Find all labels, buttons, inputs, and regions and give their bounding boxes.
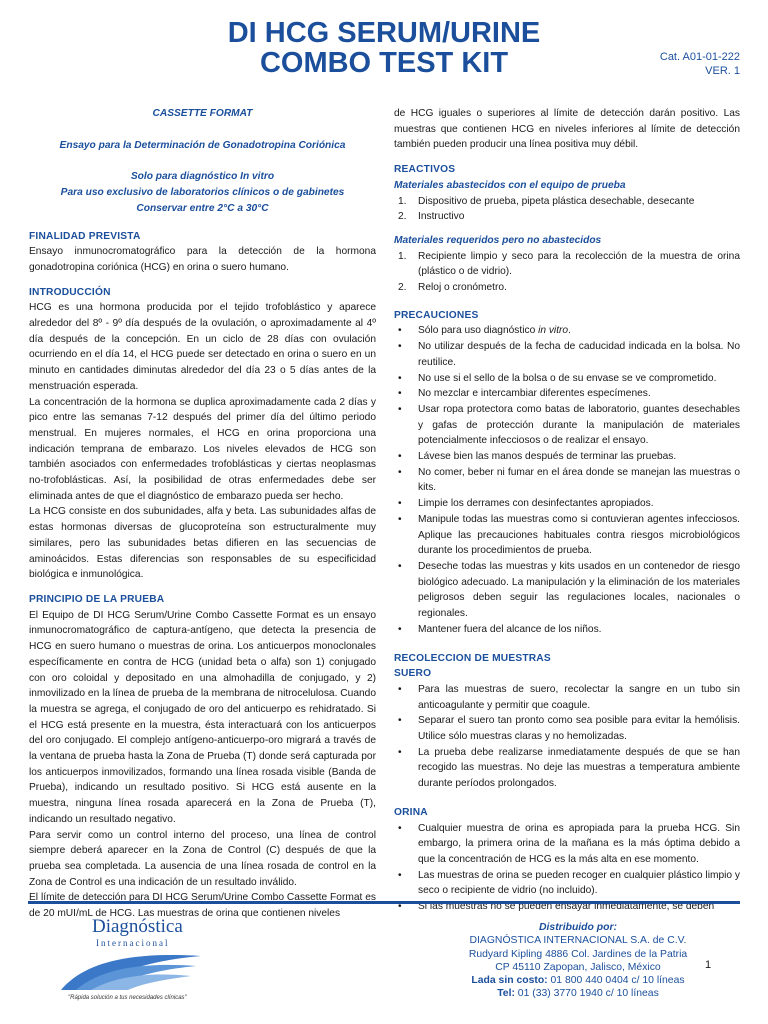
assay-description: Ensayo para la Determinación de Gonadotropina Coriónica [59, 139, 346, 151]
address-line-1: Rudyard Kipling 4886 Col. Jardines de la Patria [468, 948, 688, 960]
orina-heading: ORINA [394, 806, 428, 818]
company-name: DIAGNÓSTICA INTERNACIONAL S.A. de C.V. [469, 935, 687, 947]
cassette-format: CASSETTE FORMAT [152, 108, 253, 119]
list-item: • Limpie los derrames con desinfectantes apropiados. [398, 498, 654, 510]
title-line-1: DI HCG SERUM/URINE [227, 17, 541, 49]
left-column [29, 106, 376, 922]
precauciones-list [394, 323, 740, 637]
materiales-abastecidos-list [394, 194, 740, 225]
list-item: • Sólo para uso diagnóstico in vitro. [398, 325, 571, 337]
lada-line: Lada sin costo: 01 800 440 0404 c/ 10 líneas [471, 975, 685, 987]
principio-p3: El límite de detección para DI HCG Serum/Urine Combo Cassette Format es de 20 mUI/mL de HCG. Las muestras de orina que contienen niveles [29, 892, 376, 920]
list-item: 2. Reloj o cronómetro. [398, 282, 507, 294]
logo-slogan: "Rápida solución a tus necesidades clínicas" [68, 995, 187, 1001]
introduccion-p2: La concentración de la hormona se duplica aproximadamente cada 2 días y pico entre las semanas 7-12 después del primer día del último periodo menstrual. En mujeres normales, el HCG en orina proporciona una indicación temprana de embarazo. Los niveles elevados de HCG son también asociados con enfermedades trofoblásticas y ciertas neoplasmas no-trofoblásticas. Así, la posibilidad de otras enfermedades debe ser eliminada antes de que el diagnóstico de embarazo pueda ser hecho. [29, 396, 376, 502]
list-item: 1. Recipiente limpio y seco para la recolección de la muestra de orina (plástico o de vidrio). [398, 250, 740, 278]
list-item: • Lávese bien las manos después de terminar las pruebas. [398, 451, 677, 463]
list-item: • Si las muestras no se pueden ensayar inmediatamente, se deben [398, 901, 715, 913]
list-item: • No use si el sello de la bolsa o de su envase se ve comprometido. [398, 372, 717, 384]
introduccion-p3: La HCG consiste en dos subunidades, alfa y beta. Las subunidades alfas de estas hormonas diversas de glucoproteína son estructuralmente muy similares, pero las subunidades betas difieren en las secuencias de aminoácidos. Estas diferencias son responsables de su especificidad biológica e inmunológica. [29, 506, 376, 581]
list-item: • No utilizar después de la fecha de caducidad indicada en la bolsa. No reutilice. [398, 341, 740, 368]
reactivos-heading: REACTIVOS [394, 164, 456, 176]
list-item: • No comer, beber ni fumar en el área donde se manejan las muestras o kits. [398, 466, 740, 494]
list-item: • Manipule todas las muestras como si contuvieran agentes infecciosos. Aplique las precauciones habituales contra riesgos microbiológicos durante los procedimientos de prueba. [398, 513, 740, 557]
list-item: • No mezclar e intercambiar diferentes especímenes. [398, 388, 651, 400]
introduccion-p1: HCG es una hormona producida por el tejido trofoblástico y aparece alrededor del 8º - 9º día después de la ovulación, o aproximadamente al 4º día después de la concepción. En un ciclo de 28 días con ovulación ocurriendo en el día 14, el HCG puede ser detectado en orina o suero en un minuto en cantidades diminutas alrededor del día 23 o 5 días antes de la menstruación esperada. [29, 302, 376, 392]
company-logo [48, 914, 218, 1014]
tel-line: Tel: 01 (33) 3770 1940 c/ 10 líneas [497, 988, 659, 1000]
title-line-2: COMBO TEST KIT [259, 47, 509, 79]
distributor-info [428, 921, 728, 1001]
materiales-abastecidos-heading: Materiales abastecidos con el equipo de prueba [394, 179, 626, 191]
intro-line-1: Solo para diagnóstico In vitro [130, 171, 275, 183]
materiales-requeridos-heading: Materiales requeridos pero no abastecidos [394, 234, 602, 246]
right-column [394, 106, 740, 915]
address-line-2: CP 45110 Zapopan, Jalisco, México [495, 961, 661, 973]
list-item: • Separar el suero tan pronto como sea posible para evitar la hemólisis. Utilice sólo muestras claras y no hemolizadas. [398, 715, 740, 743]
suero-list [394, 682, 740, 792]
footer-divider [28, 901, 740, 904]
principio-heading: PRINCIPIO DE LA PRUEBA [29, 593, 165, 605]
list-item: 2. Instructivo [398, 211, 465, 223]
finalidad-text: Ensayo inmunocromatográfico para la detección de la hormona gonadotropina coriónica (HCG) en orina o suero humano. [29, 246, 376, 273]
list-item: 1. Dispositivo de prueba, pipeta plástica desechable, desecante [398, 195, 695, 207]
list-item: • Deseche todas las muestras y kits usados en un contenedor de riesgo biológico adecuado. La manipulación y la eliminación de los materiales peligrosos deben seguir las regulaciones locales, nacionales o regionales. [398, 560, 740, 620]
finalidad-heading: FINALIDAD PREVISTA [29, 230, 141, 242]
right-top-paragraph: de HCG iguales o superiores al límite de detección darán positivo. Las muestras que contienen HCG en niveles inferiores al límite de detección también pueden producir una línea positiva muy débil. [394, 108, 740, 151]
catalog-number: Cat. A01-01-222 [659, 51, 740, 63]
intro-line-3: Conservar entre 2°C a 30°C [136, 202, 269, 214]
version: VER. 1 [705, 65, 740, 77]
recoleccion-heading: RECOLECCION DE MUESTRAS [394, 652, 551, 664]
principio-p1: El Equipo de DI HCG Serum/Urine Combo Cassette Format es un ensayo inmunocromatográfico de captura-antígeno, que detecta la presencia de HCG en suero humano o muestras de orina. Los anticuerpos monoclonales específicamente en contra de HCG (unidad beta o alfa) son 1) conjugado con oro coloidal y depositado en una almohadilla de conjugado, y 2) inmovilizado en la línea de prueba de la membrana de nitrocelulosa. Cuando la muestra se agrega, el conjugado de oro del anticuerpo es rehidratado. Si el HCG está presente en la muestra, ésta interactuará con los anticuerpos del oro conjugado. El complejo antígeno-anticuerpo-oro migrará a través de la ventana de prueba hasta la Zona de Prueba (T) donde será capturada por los anticuerpos inmovilizados, formando una línea rosada visible (Banda de Prueba), indicando un resultado positivo. Si HCG está ausente en la muestra, ninguna línea rosada aparecerá en la Zona de Prueba (T), indicando un resultado negativo. [29, 609, 376, 825]
logo-name: Diagnóstica [92, 916, 183, 937]
principio-p2: Para servir como un control interno del proceso, una línea de control siempre deberá aparecer en la Zona de Control (C) después de que la prueba sea completada. La ausencia de una línea rosada de control en la Zona de Control es una indicación de un resultado inválido. [29, 829, 376, 888]
materiales-requeridos-list [394, 249, 740, 296]
list-item: • Para las muestras de suero, recolectar la sangre en un tubo sin anticoagulante y permitir que coagule. [398, 683, 740, 711]
suero-heading: SUERO [394, 668, 432, 680]
wing-icon [56, 950, 206, 994]
document-title [0, 18, 768, 78]
introduccion-heading: INTRODUCCIÓN [29, 286, 111, 298]
list-item: • La prueba debe realizarse inmediatamente después de que se han recogido las muestras. No deje las muestras a temperatura ambiente durante períodos prolongados. [398, 746, 740, 790]
list-item: • Mantener fuera del alcance de los niños. [398, 623, 602, 635]
precauciones-heading: PRECAUCIONES [394, 309, 479, 321]
logo-subtitle: Internacional [96, 938, 170, 948]
page-number: 1 [705, 959, 712, 971]
list-item: • Usar ropa protectora como batas de laboratorio, guantes desechables y gafas de protección durante la manipulación de materiales potencialmente infecciosos o de realizar el ensayo. [398, 403, 740, 447]
list-item: • Cualquier muestra de orina es apropiada para la prueba HCG. Sin embargo, la primera orina de la mañana es la más óptima debido a que la concentración de HCG es la más alta en ese momento. [398, 822, 740, 865]
distributor-heading: Distribuido por: [539, 922, 617, 933]
list-item: • Las muestras de orina se pueden recoger en cualquier plástico limpio y seco o recipiente de vidrio (no incluido). [398, 869, 740, 897]
catalog-info [660, 50, 740, 78]
intro-line-2: Para uso exclusivo de laboratorios clínicos o de gabinetes [60, 187, 345, 199]
